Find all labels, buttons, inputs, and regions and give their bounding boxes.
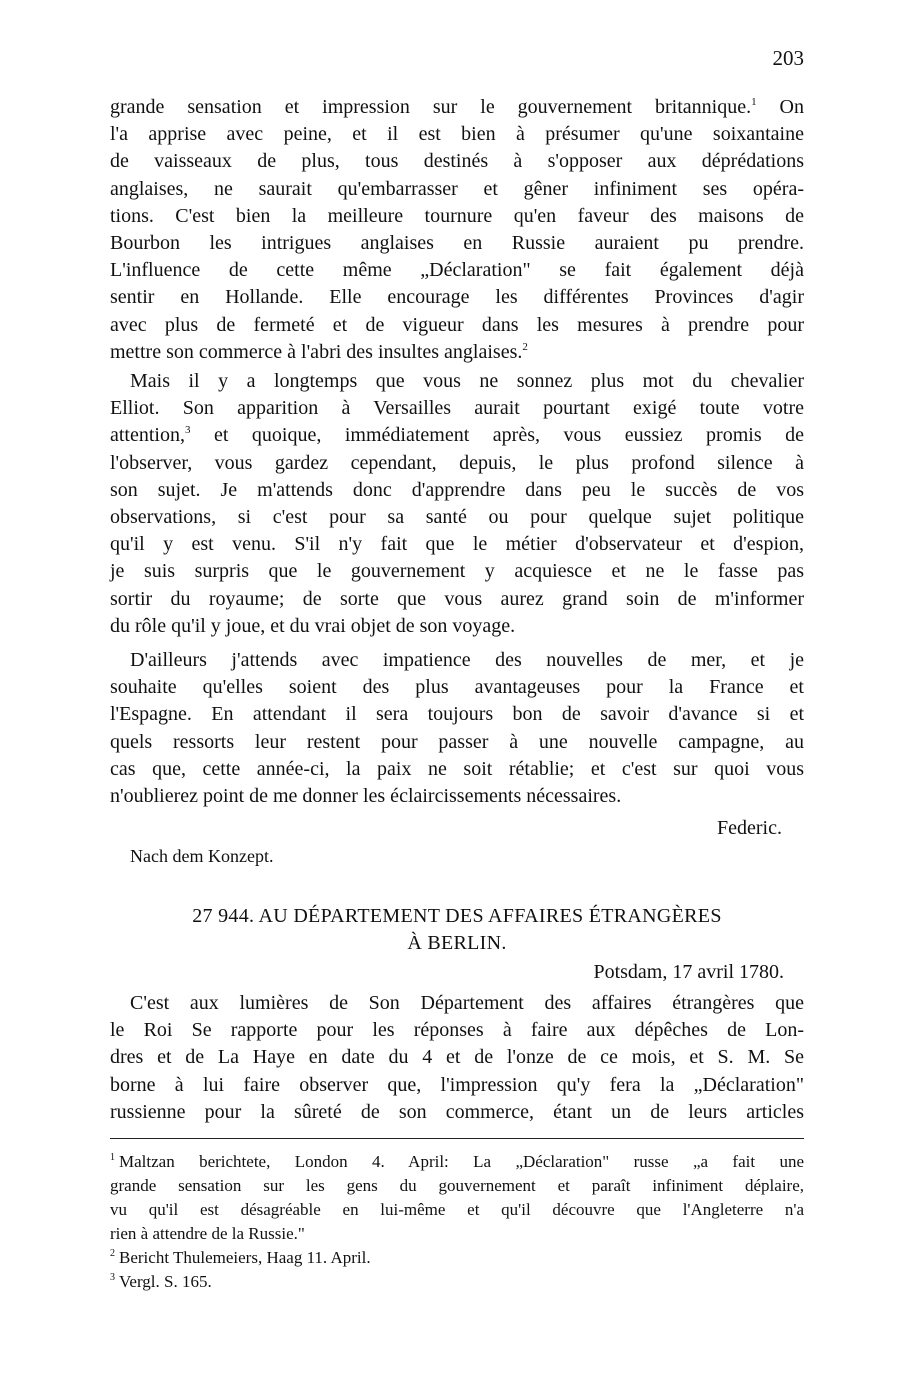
footnote-line: $^1$ Maltzan berichtete, London 4. April: La „Déclaration" russe „a fait une bbox=[110, 1152, 804, 1171]
footnote-line: vu qu'il est désagréable en lui-même et qu'il découvre que l'Angleterre n'a bbox=[110, 1200, 804, 1219]
text-line: l'observer, vous gardez cependant, depuis, le plus profond silence à bbox=[110, 451, 804, 474]
text-line: je suis surpris que le gouvernement y acquiesce et ne le fasse pas bbox=[110, 560, 804, 583]
text-line: n'oublierez point de me donner les éclaircissements nécessaires. bbox=[110, 785, 622, 808]
text-line: son sujet. Je m'attends donc d'apprendre dans peu le succès de vos bbox=[110, 478, 804, 501]
text-line: avec plus de fermeté et de vigueur dans les mesures à prendre pour bbox=[110, 313, 804, 336]
paragraph-continuation bbox=[110, 94, 804, 366]
footnote-1 bbox=[110, 1150, 804, 1246]
text-line: cas que, cette année-ci, la paix ne soit rétablie; et c'est sur quoi vous bbox=[110, 757, 804, 780]
text-line: D'ailleurs j'attends avec impatience des nouvelles de mer, et je bbox=[130, 649, 804, 671]
footnote-ref-2: 2 bbox=[522, 340, 528, 353]
footnote-ref-3: 3 bbox=[184, 424, 191, 437]
signature: Federic. bbox=[717, 817, 782, 839]
text-line: de vaisseaux de plus, tous destinés à s'opposer aux déprédations bbox=[110, 150, 804, 173]
document-paragraph bbox=[110, 990, 804, 1126]
footnote-marker: 3 bbox=[110, 1272, 115, 1283]
text-line: C'est aux lumières de Son Département des affaires étrangères que bbox=[130, 992, 804, 1014]
text-line: Bourbon les intrigues anglaises en Russie auraient pu prendre. bbox=[110, 232, 804, 255]
footnote-marker: 1 bbox=[110, 1152, 115, 1163]
text-line: mettre son commerce à l'abri des insultes anglaises.$^2$ bbox=[110, 340, 528, 363]
text-line: sentir en Hollande. Elle encourage les différentes Provinces d'agir bbox=[110, 286, 804, 309]
source-note: Nach dem Konzept. bbox=[130, 846, 274, 866]
footnote-marker: 2 bbox=[110, 1248, 115, 1259]
footnote-divider bbox=[110, 1138, 804, 1139]
text-line: Mais il y a longtemps que vous ne sonnez plus mot du chevalier bbox=[130, 370, 804, 392]
text-line: l'Espagne. En attendant il sera toujours bon de savoir d'avance si et bbox=[110, 703, 804, 726]
text-line: observations, si c'est pour sa santé ou pour quelque sujet politique bbox=[110, 506, 804, 529]
page-number: 203 bbox=[772, 46, 804, 70]
text-line: tions. C'est bien la meilleure tournure qu'en faveur des maisons de bbox=[110, 204, 804, 227]
document-date: Potsdam, 17 avril 1780. bbox=[593, 961, 784, 983]
text-line: quels ressorts leur restent pour passer à une nouvelle campagne, au bbox=[110, 730, 804, 753]
text-line: anglaises, ne saurait qu'embarrasser et gêner infiniment ses opéra- bbox=[110, 177, 804, 200]
text-line: Elliot. Son apparition à Versailles aurait pourtant exigé toute votre bbox=[110, 397, 804, 420]
document-heading bbox=[110, 903, 804, 957]
footnote-2 bbox=[110, 1246, 804, 1270]
paragraph bbox=[110, 647, 804, 810]
footnote-line: $^2$ Bericht Thulemeiers, Haag 11. April. bbox=[110, 1248, 371, 1267]
document-heading-line: À BERLIN. bbox=[407, 932, 507, 954]
paragraph bbox=[110, 368, 804, 640]
document-heading-line: 27 944. AU DÉPARTEMENT DES AFFAIRES ÉTRANGÈRES bbox=[192, 905, 722, 927]
footnote-3 bbox=[110, 1270, 804, 1294]
text-line: l'a apprise avec peine, et il est bien à présumer qu'une soixantaine bbox=[110, 123, 804, 146]
text-line: borne à lui faire observer que, l'impression qu'y fera la „Déclaration" bbox=[110, 1073, 804, 1096]
text-line: qu'il y est venu. S'il n'y fait que le métier d'observateur et d'espion, bbox=[110, 533, 804, 556]
footnote-ref-1: 1 bbox=[751, 96, 757, 108]
text-line: attention,$^3$ et quoique, immédiatement après, vous eussiez promis de bbox=[110, 424, 804, 447]
footnote-line: $^3$ Vergl. S. 165. bbox=[110, 1272, 212, 1291]
footnote-line: rien à attendre de la Russie." bbox=[110, 1224, 305, 1243]
text-line: L'influence de cette même „Déclaration" se fait également déjà bbox=[110, 259, 804, 282]
text-line: souhaite qu'elles soient des plus avantageuses pour la France et bbox=[110, 676, 804, 699]
text-line: dres et de La Haye en date du 4 et de l'onze de ce mois, et S. M. Se bbox=[110, 1046, 804, 1069]
footnotes bbox=[110, 1150, 804, 1294]
footnote-line: grande sensation sur les gens du gouvernement et paraît infiniment déplaire, bbox=[110, 1176, 804, 1195]
text-line: le Roi Se rapporte pour les réponses à faire aux dépêches de Lon- bbox=[110, 1019, 804, 1042]
text-line: russienne pour la sûreté de son commerce, étant un de leurs articles bbox=[110, 1100, 804, 1123]
text-line: sortir du royaume; de sorte que vous aurez grand soin de m'informer bbox=[110, 587, 804, 610]
text-line: du rôle qu'il y joue, et du vrai objet de son voyage. bbox=[110, 614, 516, 637]
text-line: grande sensation et impression sur le gouvernement britannique.$^1$ On bbox=[110, 96, 804, 118]
